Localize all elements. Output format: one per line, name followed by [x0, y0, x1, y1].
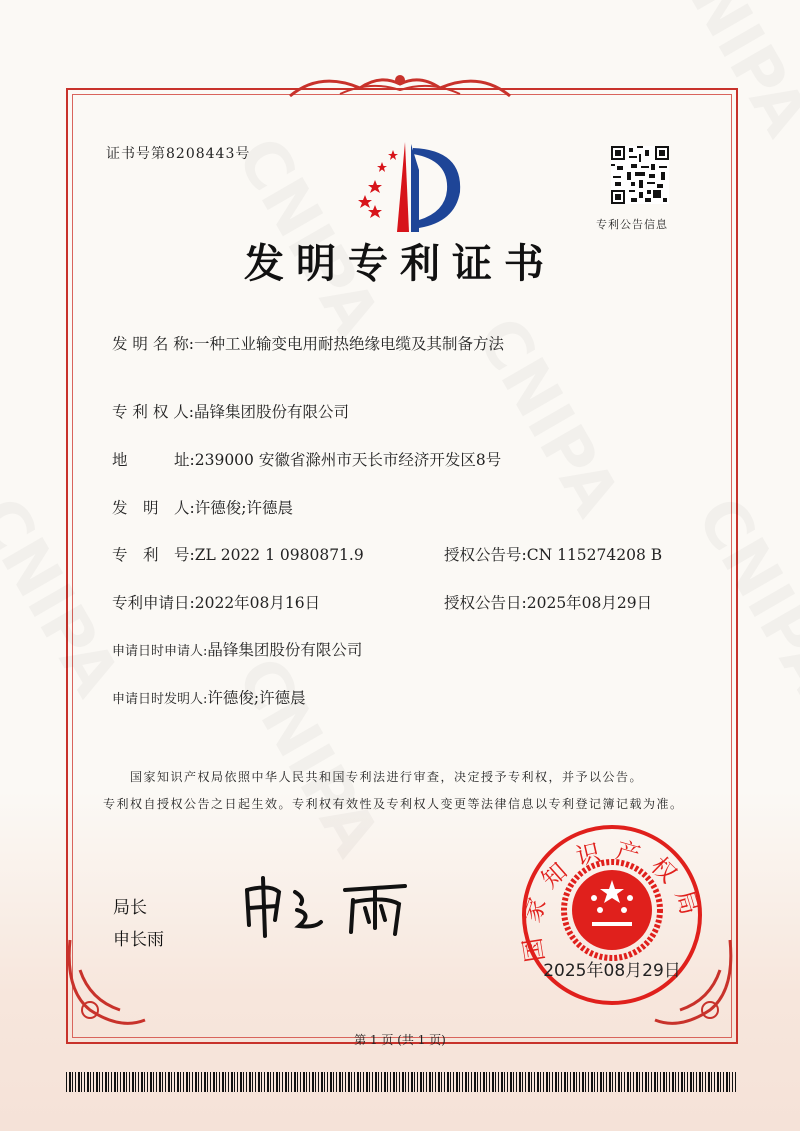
- field-label: 地 址:: [112, 451, 195, 469]
- field-patent-no: [112, 543, 364, 565]
- field-value: ZL 2022 1 0980871.9: [194, 546, 364, 564]
- certificate-number: 证书号第8208443号: [106, 146, 251, 162]
- page-title: 发明专利证书: [244, 241, 556, 287]
- field-filing-date: [112, 591, 320, 613]
- field-value: 晶锋集团股份有限公司: [207, 641, 363, 659]
- seal-date: 2025年08月29日: [543, 961, 681, 981]
- field-label: 专 利 权 人:: [112, 403, 195, 421]
- seal-text: 国家知识产权局: [516, 835, 708, 964]
- field-value: 许德俊;许德晨: [194, 499, 293, 517]
- field-grant-pub-no: [444, 543, 662, 565]
- field-value: 一种工业输变电用耐热绝缘电缆及其制备方法: [194, 335, 505, 353]
- field-value: 2025年08月29日: [526, 594, 653, 612]
- field-value: CN 115274208 B: [526, 546, 663, 564]
- field-value: 2022年08月16日: [194, 594, 321, 612]
- official-seal: [512, 818, 712, 1013]
- page-number: 第 1 页 (共 1 页): [354, 1033, 446, 1047]
- field-inventor: [112, 496, 293, 518]
- field-value: 239000 安徽省滁州市天长市经济开发区8号: [194, 451, 502, 469]
- notice-line-1: 国家知识产权局依照中华人民共和国专利法进行审查，决定授予专利权，并予以公告。: [130, 770, 644, 784]
- qr-code[interactable]: [611, 146, 669, 204]
- field-value: 许德俊;许德晨: [207, 689, 306, 707]
- field-label: 申请日时发明人:: [112, 692, 208, 707]
- qr-label: 专利公告信息: [596, 218, 668, 231]
- barcode: [66, 1072, 736, 1092]
- director-name: 申长雨: [113, 930, 164, 950]
- field-label: 授权公告日:: [444, 594, 527, 612]
- notice-line-2: 专利权自授权公告之日起生效。专利权有效性及专利权人变更等法律信息以专利登记簿记载为准。: [103, 797, 684, 811]
- field-address: [112, 448, 501, 470]
- top-ornament: [280, 66, 520, 106]
- field-inventor-at-filing: [112, 686, 306, 708]
- field-applicant-at-filing: [112, 638, 362, 660]
- director-signature: [235, 870, 425, 940]
- field-value: 晶锋集团股份有限公司: [194, 403, 350, 421]
- field-patentee: [112, 400, 349, 422]
- field-label: 发 明 人:: [112, 499, 195, 517]
- field-label: 专 利 号:: [112, 546, 195, 564]
- cnipa-logo: [345, 140, 465, 235]
- field-label: 专利申请日:: [112, 594, 195, 612]
- field-invention-name: [112, 332, 504, 354]
- field-grant-pub-date: [444, 591, 652, 613]
- field-label: 授权公告号:: [444, 546, 527, 564]
- director-title: 局长: [113, 898, 147, 918]
- field-label: 申请日时申请人:: [112, 644, 208, 659]
- field-label: 发 明 名 称:: [112, 335, 195, 353]
